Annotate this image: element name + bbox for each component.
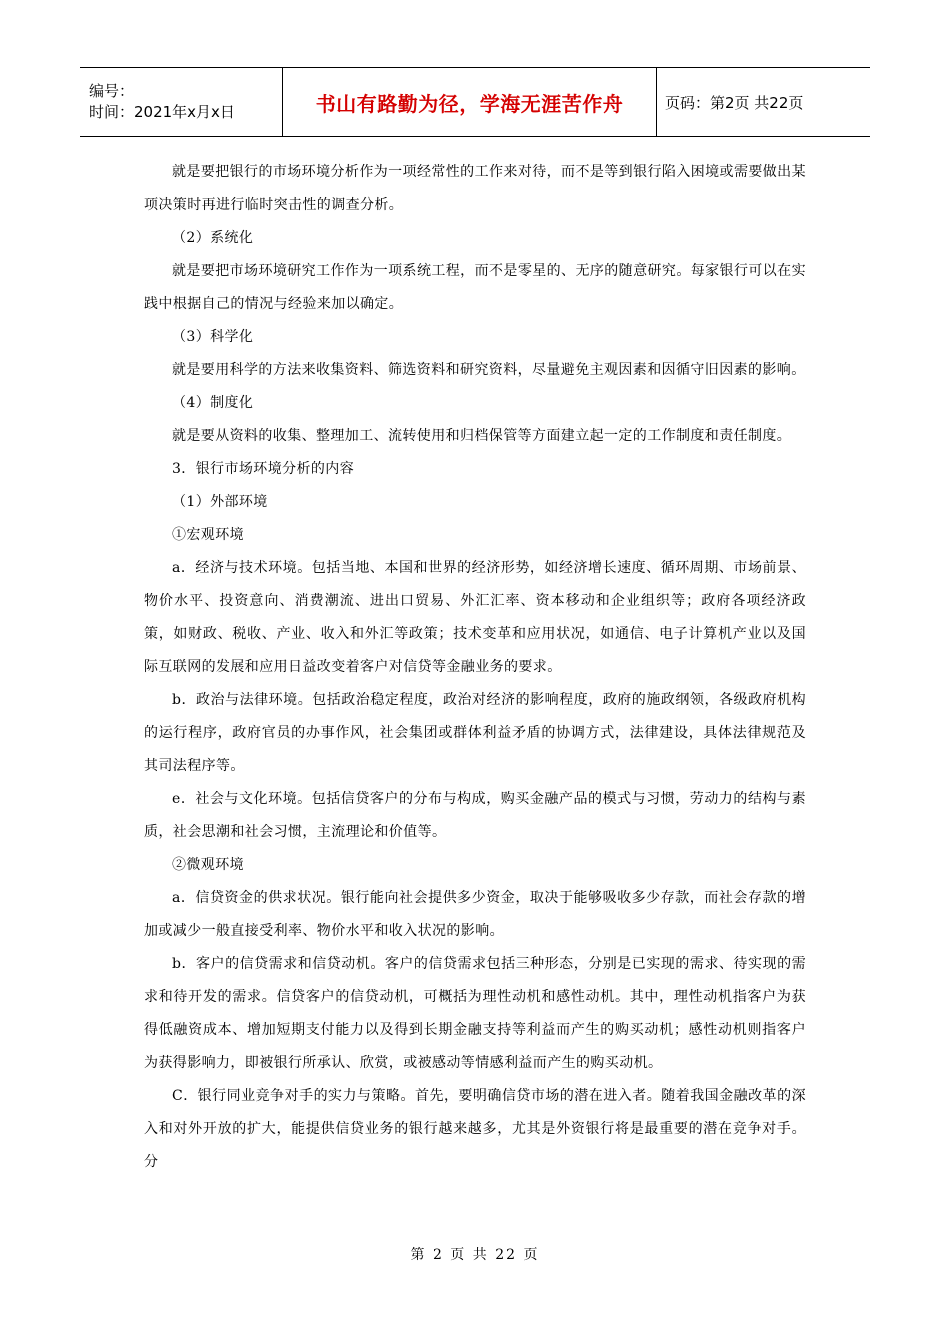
section-heading: （4）制度化 [172,395,254,411]
page-footer: 第 2 页 共 22 页 [410,1247,540,1263]
section-heading: 3．银行市场环境分析的内容 [172,461,355,477]
paragraph: a．经济与技术环境。包括当地、本国和世界的经济形势，如经济增长速度、循环周期、市场前景、物价水平、投资意向、消费潮流、进出口贸易、外汇汇率、资本移动和企业组织等；政府各项经济政策，如财政、税收、产业、收入和外汇等政策；技术变革和应用状况，如通信、电子计算机产业以及国际互联网的发展和应用日益改变着客户对信贷等金融业务的要求。 [144,560,806,675]
document-body [144,156,806,1179]
section-heading: ①宏观环境 [172,527,244,543]
document-time-label: 时间：2021年x月x日 [89,103,235,121]
section-heading: ②微观环境 [172,857,244,873]
paragraph: 就是要用科学的方法来收集资料、筛选资料和研究资料，尽量避免主观因素和因循守旧因素的影响。 [172,362,806,378]
paragraph: C．银行同业竞争对手的实力与策略。首先，要明确信贷市场的潜在进入者。随着我国金融改革的深入和对外开放的扩大，能提供信贷业务的银行越来越多，尤其是外资银行将是最重要的潜在竞争对手。分 [144,1088,806,1170]
paragraph: a．信贷资金的供求状况。银行能向社会提供多少资金，取决于能够吸收多少存款，而社会存款的增加或减少一般直接受利率、物价水平和收入状况的影响。 [144,890,806,939]
header-page-code: 页码：第2页 共22页 [665,93,804,112]
document-number-label: 编号： [89,82,135,100]
paragraph: b．客户的信贷需求和信贷动机。客户的信贷需求包括三种形态，分别是已实现的需求、待实现的需求和待开发的需求。信贷客户的信贷动机，可概括为理性动机和感性动机。其中，理性动机指客户为获得低融资成本、增加短期支付能力以及得到长期金融支持等利益而产生的购买动机；感性动机则指客户为获得影响力，即被银行所承认、欣赏，或被感动等情感利益而产生的购买动机。 [144,956,806,1071]
page-header [80,67,870,137]
header-motto: 书山有路勤为径，学海无涯苦作舟 [315,91,624,116]
paragraph: e．社会与文化环境。包括信贷客户的分布与构成，购买金融产品的模式与习惯，劳动力的结构与素质，社会思潮和社会习惯，主流理论和价值等。 [144,791,806,840]
paragraph: 就是要把银行的市场环境分析作为一项经常性的工作来对待，而不是等到银行陷入困境或需要做出某项决策时再进行临时突击性的调查分析。 [144,164,806,213]
paragraph: b．政治与法律环境。包括政治稳定程度，政治对经济的影响程度，政府的施政纲领，各级政府机构的运行程序，政府官员的办事作风，社会集团或群体利益矛盾的协调方式，法律建设，具体法律规范及其司法程序等。 [144,692,806,774]
section-heading: （1）外部环境 [172,494,268,510]
header-left-cell [80,68,283,137]
header-center-cell [283,68,657,137]
paragraph: 就是要把市场环境研究工作作为一项系统工程，而不是零星的、无序的随意研究。每家银行可以在实践中根据自己的情况与经验来加以确定。 [144,263,806,312]
header-right-cell [657,68,871,137]
section-heading: （3）科学化 [172,329,254,345]
section-heading: （2）系统化 [172,230,254,246]
paragraph: 就是要从资料的收集、整理加工、流转使用和归档保管等方面建立起一定的工作制度和责任制度。 [172,428,792,444]
